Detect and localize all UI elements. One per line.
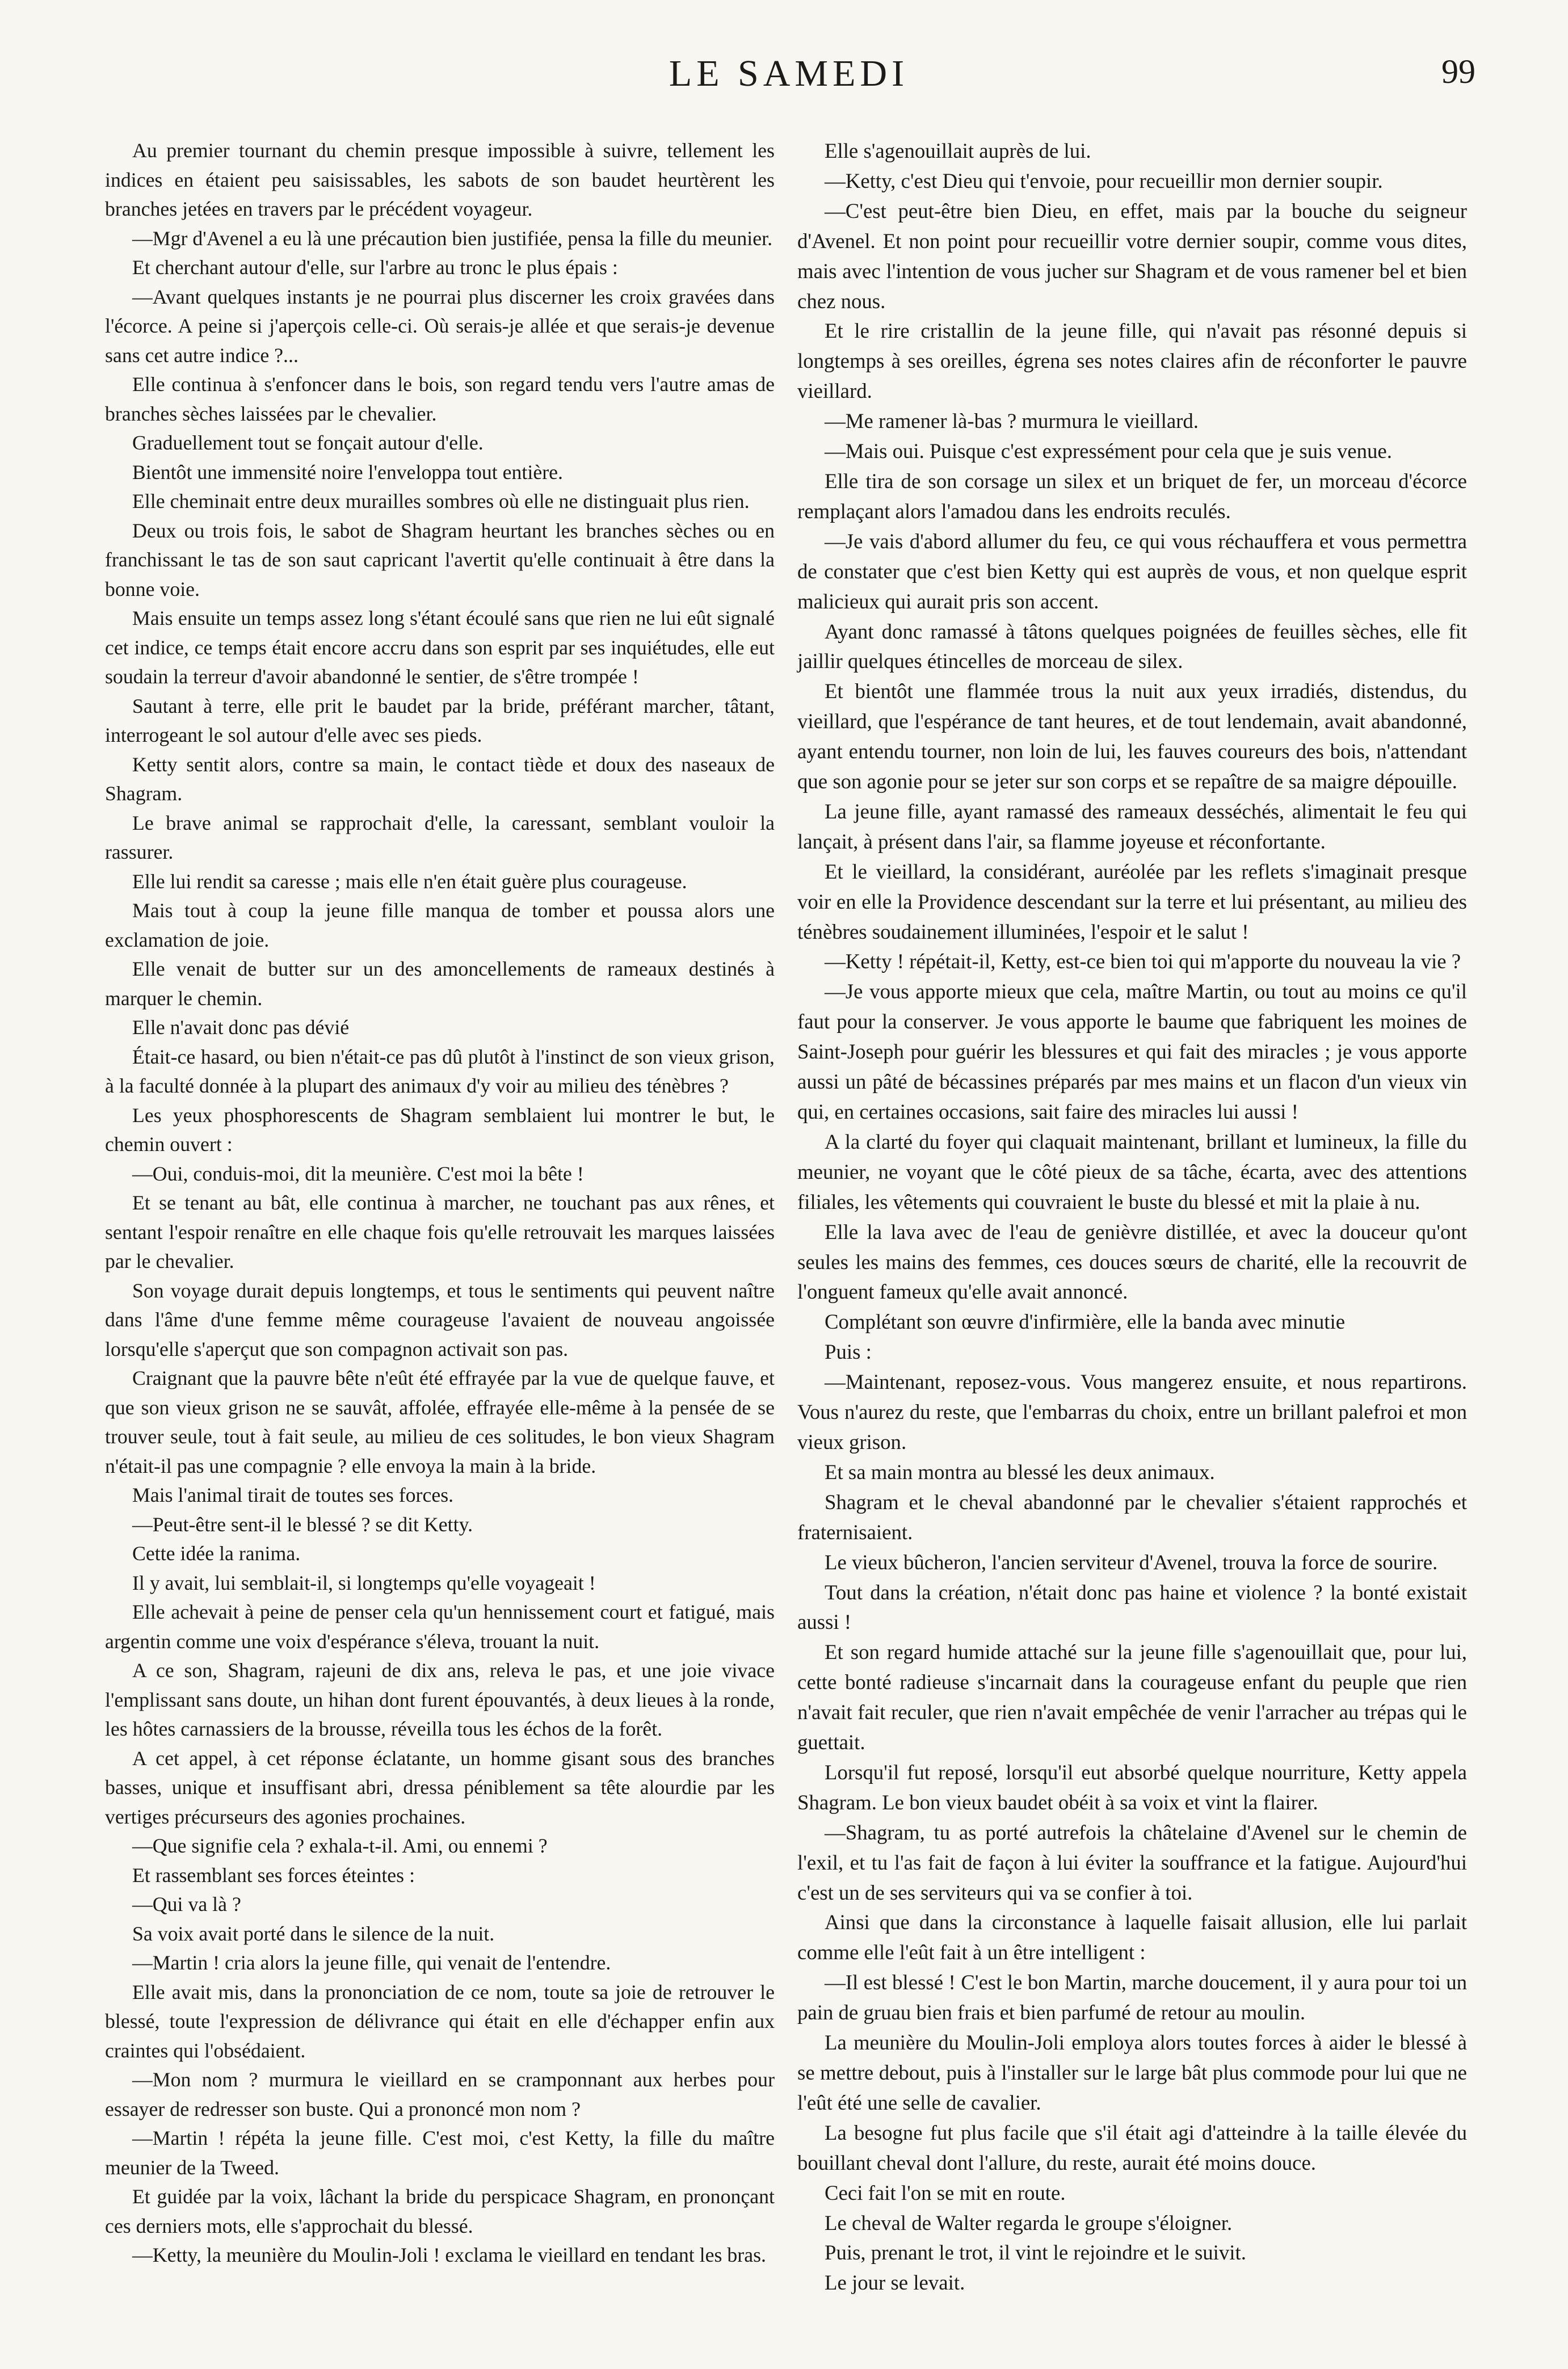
paragraph: Et son regard humide attaché sur la jeune fille s'agenouillait que, pour lui, cette bonté radieuse s'incarnait dans la courageuse enfant du peuple que rien n'avait fait reculer, que rien n'avait empêchée de venir l'arracher au trépas qui le guettait. xyxy=(797,1640,1467,1754)
paragraph: Elle venait de butter sur un des amoncellements de rameaux destinés à marquer le chemin. xyxy=(105,957,775,1010)
page-number: 99 xyxy=(1441,53,1475,90)
paragraph: La meunière du Moulin-Joli employa alors toutes forces à aider le blessé à se mettre debout, puis à l'installer sur le large bât plus commode pour lui que ne l'eût été une selle de cavalier. xyxy=(797,2031,1467,2114)
paragraph: —Mon nom ? murmura le vieillard en se cramponnant aux herbes pour essayer de redresser son buste. Qui a prononcé mon nom ? xyxy=(105,2068,775,2120)
paragraph: Elle cheminait entre deux murailles sombres où elle ne distinguait plus rien. xyxy=(132,490,750,513)
paragraph: Et le rire cristallin de la jeune fille, qui n'avait pas résonné depuis si longtemps à ses oreilles, égrena ses notes claires afin de réconforter le pauvre vieillard. xyxy=(797,319,1467,403)
paragraph: Il y avait, lui semblait-il, si longtemps qu'elle voyageait ! xyxy=(132,1571,596,1594)
paragraph: —Ketty, la meunière du Moulin-Joli ! exclama le vieillard en tendant les bras. xyxy=(132,2244,766,2266)
paragraph: Tout dans la création, n'était donc pas haine et violence ? la bonté existait aussi ! xyxy=(797,1580,1467,1634)
paragraph: Elle la lava avec de l'eau de genièvre distillée, et avec la douceur qu'ont seules les mains des femmes, ces douces sœurs de charité, elle la recouvrit de l'onguent fameux qu'elle avait annoncé. xyxy=(797,1220,1467,1304)
paragraph: Graduellement tout se fonçait autour d'elle. xyxy=(132,431,484,454)
paragraph: Elle avait mis, dans la prononciation de ce nom, toute sa joie de retrouver le blessé, toute l'expression de délivrance qui était en elle d'échapper enfin aux craintes qui l'obsédaient. xyxy=(105,1980,775,2062)
paragraph: Le vieux bûcheron, l'ancien serviteur d'Avenel, trouva la force de sourire. xyxy=(825,1550,1438,1574)
paragraph: Lorsqu'il fut reposé, lorsqu'il eut absorbé quelque nourriture, Ketty appela Shagram. Le bon vieux baudet obéit à sa voix et vint la flairer. xyxy=(797,1760,1467,1814)
paragraph: Craignant que la pauvre bête n'eût été effrayée par la vue de quelque fauve, et que son vieux grison ne se sauvât, affolée, effrayée elle-même à la pensée de se trouver seule, tout à fait seule, au milieu de ces solitudes, le bon vieux Shagram n'était-il pas une compagnie ? elle envoya la main à la bride. xyxy=(105,1367,775,1477)
paragraph: Mais tout à coup la jeune fille manqua de tomber et poussa alors une exclamation de joie. xyxy=(105,899,775,951)
paragraph: Elle s'agenouillait auprès de lui. xyxy=(825,139,1091,162)
paragraph: Le cheval de Walter regarda le groupe s'éloigner. xyxy=(825,2211,1233,2234)
paragraph: Cette idée la ranima. xyxy=(132,1542,301,1565)
paragraph: —Martin ! répéta la jeune fille. C'est moi, c'est Ketty, la fille du maître meunier de la Tweed. xyxy=(105,2127,775,2179)
paragraph: A cet appel, à cet réponse éclatante, un homme gisant sous des branches basses, unique et insuffisant abri, dressa péniblement sa tête alourdie par les vertiges précurseurs des agonies prochaines. xyxy=(105,1746,775,1828)
paragraph: A la clarté du foyer qui claquait maintenant, brillant et lumineux, la fille du meunier, ne voyant que le côté pieux de sa tâche, écarta, avec des attentions filiales, les vêtements qui couvraient le buste du blessé et mit la plaie à nu. xyxy=(797,1129,1467,1213)
right-column xyxy=(797,136,1467,2298)
paragraph: Elle n'avait donc pas dévié xyxy=(132,1016,350,1039)
paragraph: Son voyage durait depuis longtemps, et tous le sentiments qui peuvent naître dans l'âme d'une femme même courageuse l'avaient de nouveau angoissée lorsqu'elle s'aperçut que son compagnon activait son pas. xyxy=(105,1279,775,1360)
paragraph: —Peut-être sent-il le blessé ? se dit Ketty. xyxy=(132,1513,473,1536)
paragraph: Ainsi que dans la circonstance à laquelle faisait allusion, elle lui parlait comme elle l'eût fait à un être intelligent : xyxy=(797,1910,1467,1964)
paragraph: Elle lui rendit sa caresse ; mais elle n'en était guère plus courageuse. xyxy=(132,870,687,893)
paragraph: —Avant quelques instants je ne pourrai plus discerner les croix gravées dans l'écorce. A peine si j'aperçois celle-ci. Où serais-je allée et que serais-je devenue sans cet autre indice ?... xyxy=(105,285,775,367)
paragraph: Les yeux phosphorescents de Shagram semblaient lui montrer le but, le chemin ouvert : xyxy=(105,1103,775,1156)
paragraph: La besogne fut plus facile que s'il était agi d'atteindre à la taille élevée du bouillant cheval dont l'allure, du reste, aurait été moins douce. xyxy=(797,2120,1467,2174)
paragraph: Elle continua à s'enfoncer dans le bois, son regard tendu vers l'autre amas de branches sèches laissées par le chevalier. xyxy=(105,373,775,425)
paragraph: —Je vous apporte mieux que cela, maître Martin, ou tout au moins ce qu'il faut pour la conserver. Je vous apporte le baume que fabriquent les moines de Saint-Joseph pour guérir les blessures et qui fait des miracles ; je vous apporte aussi un pâté de bécassines préparés par mes mains et un flacon d'un vieux vin qui, en certaines occasions, sait faire des miracles lui aussi ! xyxy=(797,980,1467,1123)
paragraph: Et guidée par la voix, lâchant la bride du perspicace Shagram, en prononçant ces derniers mots, elle s'approchait du blessé. xyxy=(105,2185,775,2237)
paragraph: Deux ou trois fois, le sabot de Shagram heurtant les branches sèches ou en franchissant le tas de son saut capricant l'avertit qu'elle continuait à être dans la bonne voie. xyxy=(105,519,775,600)
paragraph: Ketty sentit alors, contre sa main, le contact tiède et doux des naseaux de Shagram. xyxy=(105,753,775,805)
page-header xyxy=(102,52,1475,109)
paragraph: Et le vieillard, la considérant, auréolée par les reflets s'imaginait presque voir en elle la Providence descendant sur la terre et lui présentant, au milieu des ténèbres soudainement illuminées, l'espoir et le salut ! xyxy=(797,859,1467,943)
paragraph: Le jour se levait. xyxy=(825,2271,965,2295)
paragraph: Le brave animal se rapprochait d'elle, la caressant, semblant vouloir la rassurer. xyxy=(105,811,775,863)
paragraph: —Oui, conduis-moi, dit la meunière. C'est moi la bête ! xyxy=(132,1162,584,1185)
left-column xyxy=(105,136,775,2270)
paragraph: Et sa main montra au blessé les deux animaux. xyxy=(825,1460,1215,1484)
paragraph: Et se tenant au bât, elle continua à marcher, ne touchant pas aux rênes, et sentant l'espoir renaître en elle chaque fois qu'elle retrouvait les marques laissées par le chevalier. xyxy=(105,1191,775,1272)
paragraph: Sautant à terre, elle prit le baudet par la bride, préférant marcher, tâtant, interrogeant le sol autour d'elle avec ses pieds. xyxy=(105,694,775,746)
paragraph: —Ketty, c'est Dieu qui t'envoie, pour recueillir mon dernier soupir. xyxy=(825,169,1383,192)
paragraph: —Il est blessé ! C'est le bon Martin, marche doucement, il y aura pour toi un pain de gruau bien frais et bien parfumé de retour au moulin. xyxy=(797,1971,1467,2024)
paragraph: —Me ramener là-bas ? murmura le vieillard. xyxy=(825,409,1199,433)
paragraph: —Martin ! cria alors la jeune fille, qui venait de l'entendre. xyxy=(132,1951,611,1974)
paragraph: —Ketty ! répétait-il, Ketty, est-ce bien toi qui m'apporte du nouveau la vie ? xyxy=(825,950,1461,973)
paragraph: —Je vais d'abord allumer du feu, ce qui vous réchauffera et vous permettra de constater que c'est bien Ketty qui est auprès de vous, et non quelque esprit malicieux qui aurait pris son accent. xyxy=(797,529,1467,613)
paragraph: —Maintenant, reposez-vous. Vous mangerez ensuite, et nous repartirons. Vous n'aurez du reste, que l'embarras du choix, entre un brillant palefroi et mon vieux grison. xyxy=(797,1370,1467,1454)
paragraph: Sa voix avait porté dans le silence de la nuit. xyxy=(132,1922,495,1945)
paragraph: —Mgr d'Avenel a eu là une précaution bien justifiée, pensa la fille du meunier. xyxy=(132,226,773,250)
paragraph: Mais l'animal tirait de toutes ses forces. xyxy=(132,1484,454,1506)
paragraph: Elle tira de son corsage un silex et un briquet de fer, un morceau d'écorce remplaçant alors l'amadou dans les endroits reculés. xyxy=(797,469,1467,523)
paragraph: Et bientôt une flammée trous la nuit aux yeux irradiés, distendus, du vieillard, que l'espérance de tant heures, et de tout lendemain, avait abandonné, ayant entendu tourner, non loin de lui, les fauves coureurs des bois, n'attendant que son agonie pour se jeter sur son corps et se repaître de sa maigre dépouille. xyxy=(797,679,1467,793)
paragraph: A ce son, Shagram, rajeuni de dix ans, releva le pas, et une joie vivace l'emplissant sans doute, un hihan dont furent épouvantés, à deux lieues à la ronde, les hôtes carnassiers de la brousse, réveilla tous les échos de la forêt. xyxy=(105,1659,775,1740)
paragraph: Mais ensuite un temps assez long s'étant écoulé sans que rien ne lui eût signalé cet indice, ce temps était encore accru dans son esprit par ses inquiétudes, elle eut soudain la terreur d'avoir abandonné le sentier, de s'être trompée ! xyxy=(105,607,775,688)
paragraph: Était-ce hasard, ou bien n'était-ce pas dû plutôt à l'instinct de son vieux grison, à la faculté donnée à la plupart des animaux d'y voir au milieu des ténèbres ? xyxy=(105,1045,775,1097)
paragraph: Et rassemblant ses forces éteintes : xyxy=(132,1863,415,1887)
paragraph: Au premier tournant du chemin presque impossible à suivre, tellement les indices en étaient peu saisissables, les sabots de son baudet heurtèrent les branches jetées en travers par le précédent voyageur. xyxy=(105,139,775,220)
paragraph: Puis : xyxy=(825,1340,872,1364)
paragraph: La jeune fille, ayant ramassé des rameaux desséchés, alimentait le feu qui lançait, à présent dans l'air, sa flamme joyeuse et réconfortante. xyxy=(797,799,1467,853)
paragraph: —Qui va là ? xyxy=(132,1893,241,1916)
paragraph: —Que signifie cela ? exhala-t-il. Ami, ou ennemi ? xyxy=(132,1834,548,1857)
journal-title: LE SAMEDI xyxy=(669,53,909,94)
paragraph: Ceci fait l'on se mit en route. xyxy=(825,2181,1066,2204)
paragraph: Complétant son œuvre d'infirmière, elle la banda avec minutie xyxy=(825,1310,1346,1334)
paragraph: —Mais oui. Puisque c'est expressément pour cela que je suis venue. xyxy=(825,439,1392,463)
paragraph: Et cherchant autour d'elle, sur l'arbre au tronc le plus épais : xyxy=(132,256,618,279)
paragraph: —Shagram, tu as porté autrefois la châtelaine d'Avenel sur le chemin de l'exil, et tu l'as fait de façon à lui éviter la souffrance et la fatigue. Aujourd'hui c'est un de ses serviteurs qui va se confier à toi. xyxy=(797,1820,1467,1904)
paragraph: Puis, prenant le trot, il vint le rejoindre et le suivit. xyxy=(825,2241,1246,2265)
paragraph: —C'est peut-être bien Dieu, en effet, mais par la bouche du seigneur d'Avenel. Et non point pour recueillir votre dernier soupir, comme vous dites, mais avec l'intention de vous jucher sur Shagram et de vous ramener bel et bien chez nous. xyxy=(797,199,1467,313)
paragraph: Bientôt une immensité noire l'enveloppa tout entière. xyxy=(132,460,563,484)
paragraph: Ayant donc ramassé à tâtons quelques poignées de feuilles sèches, elle fit jaillir quelques étincelles de morceau de silex. xyxy=(797,619,1467,673)
paragraph: Elle achevait à peine de penser cela qu'un hennissement court et fatigué, mais argentin comme une voix d'espérance s'éleva, trouant la nuit. xyxy=(105,1601,775,1653)
paragraph: Shagram et le cheval abandonné par le chevalier s'étaient rapprochés et fraternisaient. xyxy=(797,1490,1467,1544)
